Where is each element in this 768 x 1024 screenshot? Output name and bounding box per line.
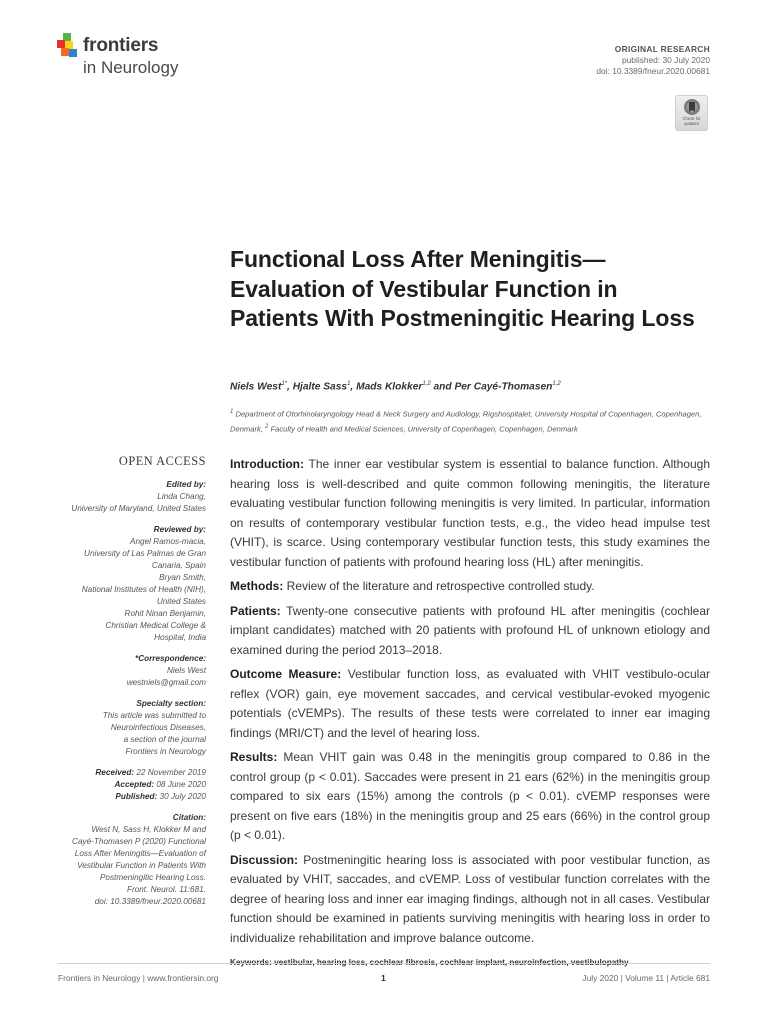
logo-text-journal: in Neurology: [83, 58, 179, 77]
article-type: ORIGINAL RESEARCH: [614, 44, 710, 54]
correspondence-email[interactable]: westniels@gmail.com: [126, 678, 206, 687]
check-updates-label-2: updates: [684, 120, 699, 126]
specialty-line: Frontiers in Neurology: [125, 747, 206, 756]
affiliation-sup: 1: [230, 409, 234, 415]
citation-line: Cayé-Thomasen P (2020) Functional: [72, 837, 206, 846]
reviewer-line: University of Las Palmas de Gran: [84, 549, 206, 558]
editor-line: University of Maryland, United States: [71, 504, 206, 513]
accepted-label: Accepted:: [114, 780, 155, 789]
section-text: Review of the literature and retrospective controlled study.: [283, 579, 595, 593]
section-heading: Introduction:: [230, 457, 304, 471]
section-text: The inner ear vestibular system is essential to balance function. Although hearing loss is well-described and quite common following meningitis, the literature evaluating vestibular function following meningitis is very limited. In particular, information on results of contemporary vestibular function tests, e.g., the video head impulse test (VHIT), is scarce. Using contemporary vestibular function tests, this study examines the vestibular function of patients with profound hearing loss (HL) after meningitis.: [230, 457, 710, 569]
published-date-sidebar: [58, 791, 206, 803]
citation-line: Vestibular Function in Patients With: [77, 861, 206, 870]
reviewed-by-label: Reviewed by:: [153, 525, 206, 534]
reviewed-by-section: [58, 524, 206, 644]
abstract-results: [230, 748, 710, 846]
specialty-line: a section of the journal: [123, 735, 206, 744]
published-label: Published:: [115, 792, 158, 801]
correspondence-label: *Correspondence:: [135, 654, 206, 663]
section-text: Postmeningitic hearing loss is associated with poor vestibular function, as evaluated by VHIT, saccades, and cVEMP. Loss of vestibular function correlates with the degree of hearing loss and inner ear imaging findings, although not in all cases. Vestibular function should be examined in patients surviving meningitis with hearing loss in order to individualize rehabilitation and improve balance outcome.: [230, 852, 710, 945]
specialty-line: Neuroinfectious Diseases,: [110, 723, 206, 732]
edited-by-section: [58, 479, 206, 515]
citation-line: Front. Neurol. 11:681.: [126, 885, 206, 894]
reviewer-line[interactable]: Bryan Smith,: [159, 573, 206, 582]
article-info-sidebar: [58, 455, 206, 917]
abstract-patients: [230, 602, 710, 661]
author-conjunction: and: [430, 381, 455, 393]
received-value: 22 November 2019: [134, 768, 206, 777]
correspondence-name: Niels West: [167, 666, 206, 675]
author-name[interactable]: Mads Klokker: [356, 381, 423, 393]
editor-line[interactable]: Linda Chang,: [157, 492, 206, 501]
reviewer-line[interactable]: Rohit Ninan Benjamin,: [124, 609, 206, 618]
journal-logo: [57, 33, 247, 83]
author-name[interactable]: Per Cayé-Thomasen: [454, 381, 553, 393]
author-separator: ,: [350, 381, 357, 393]
accepted-value: 08 June 2020: [154, 780, 206, 789]
section-text: Mean VHIT gain was 0.48 in the meningitis group compared to 0.86 in the control group (p < 0.01). Saccades were present in 21 ears (62%) in the meningitis group compared to six ears (15%) among the controls (p < 0.01). cVEMP responses were present on five ears (18%) in the meningitis group and 25 ears (66%) in the control group (p < 0.01).: [230, 750, 710, 842]
published-date: published: 30 July 2020: [621, 55, 710, 65]
abstract-outcome-measure: [230, 665, 710, 743]
author-name[interactable]: Niels West: [230, 381, 282, 393]
author-affil-sup: 1*: [281, 381, 288, 387]
reviewer-line[interactable]: Angel Ramos-macia,: [130, 537, 206, 546]
author-name[interactable]: Hjalte Sass: [292, 381, 348, 393]
citation-line: Loss After Meningitis—Evaluation of: [74, 849, 206, 858]
correspondence-section: [58, 653, 206, 689]
affiliations: [230, 406, 715, 435]
dates-section: [58, 767, 206, 803]
section-text: Twenty-one consecutive patients with profound HL after meningitis (cochlear implant candidates) matched with 20 patients with profound HL of unknown etiology and examined during the period 2013–2018.: [230, 603, 710, 657]
frontiers-logo-icon: [57, 33, 79, 61]
author-affil-sup: 1,2: [422, 381, 431, 387]
check-for-updates-badge[interactable]: [675, 95, 708, 131]
accepted-date: [58, 779, 206, 791]
bookmark-check-icon: [683, 98, 701, 116]
author-separator: ,: [287, 381, 293, 393]
reviewer-line: Canaria, Spain: [151, 561, 206, 570]
open-access-label: OPEN ACCESS: [118, 454, 206, 468]
reviewer-line: Christian Medical College &: [105, 621, 206, 630]
section-heading: Outcome Measure:: [230, 667, 342, 681]
specialty-line: This article was submitted to: [102, 711, 206, 720]
affiliation-text: Department of Otorhinolaryngology Head & Neck Surgery and Audiology, Rigshospitalet, University Hospital of Copenhagen, Copenhagen, Denmark,: [230, 409, 702, 434]
section-heading: Patients:: [230, 603, 281, 618]
received-label: Received:: [95, 768, 135, 777]
citation-section: [58, 812, 206, 908]
citation-label: Citation:: [172, 813, 206, 822]
abstract-introduction: [230, 455, 710, 572]
specialty-section: [58, 698, 206, 758]
author-affil-sup: 1: [347, 381, 351, 387]
author-affil-sup: 1,2: [552, 381, 561, 387]
section-heading: Discussion:: [230, 852, 299, 867]
citation-doi[interactable]: doi: 10.3389/fneur.2020.00681: [94, 897, 206, 906]
received-date: [58, 767, 206, 779]
abstract-methods: [230, 577, 710, 597]
specialty-label: Specialty section:: [136, 699, 206, 708]
check-updates-label-1: Check for: [682, 116, 701, 121]
reviewer-line: United States: [156, 597, 206, 606]
section-heading: Methods:: [230, 579, 284, 593]
author-list: [230, 381, 710, 392]
reviewer-line: Hospital, India: [154, 633, 206, 642]
page-number: 1: [381, 973, 386, 983]
reviewer-line: National Institutes of Health (NIH),: [81, 585, 206, 594]
affiliation-text: Faculty of Health and Medical Sciences, University of Copenhagen, Copenhagen, Denmark: [268, 424, 578, 434]
logo-text-frontiers: frontiers: [83, 35, 159, 56]
abstract-discussion: [230, 851, 710, 949]
article-meta: [596, 44, 710, 77]
section-heading: Results:: [230, 750, 278, 764]
citation-line: Postmeningitic Hearing Loss.: [99, 873, 206, 882]
footer-issue-info: July 2020 | Volume 11 | Article 681: [582, 973, 710, 983]
published-value: 30 July 2020: [157, 792, 206, 801]
footer-divider: [58, 963, 710, 964]
citation-line: West N, Sass H, Klokker M and: [91, 825, 206, 834]
article-title: Functional Loss After Meningitis—Evaluation of Vestibular Function in Patients With Postmeningitic Hearing Loss: [230, 246, 695, 331]
edited-by-label: Edited by:: [166, 480, 206, 489]
section-text: Vestibular function loss, as evaluated with VHIT vestibulo-ocular reflex (VOR) gain, eye movement saccades, and cervical vestibular-evoked myogenic potentials (cVEMPs). The results of these tests were correlated to inner ear imaging findings (MRI/CT) and the level of hearing loss.: [230, 667, 710, 740]
article-doi[interactable]: doi: 10.3389/fneur.2020.00681: [596, 66, 710, 76]
abstract: [230, 455, 710, 973]
footer-journal-link[interactable]: Frontiers in Neurology | www.frontiersin.org: [58, 973, 219, 983]
affiliation-sup: 2: [265, 423, 269, 430]
